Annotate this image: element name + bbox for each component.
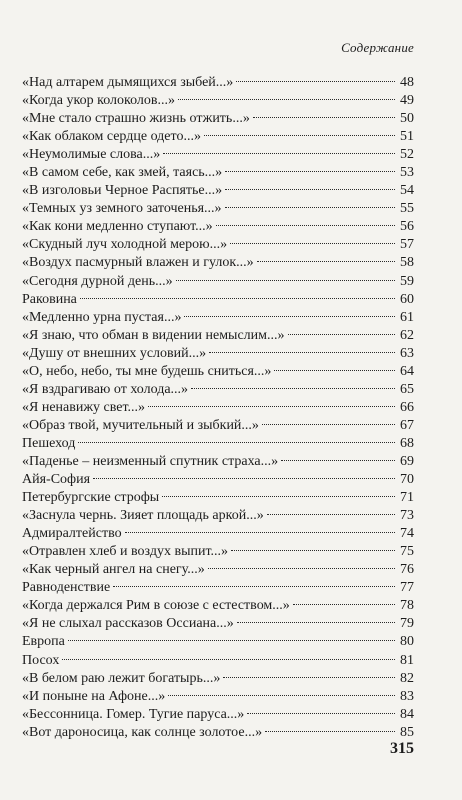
toc-entry-page: 57: [400, 237, 414, 253]
toc-entry-title: «Когда укор колоколов...»: [22, 93, 176, 109]
toc-entry: [22, 182, 414, 200]
toc-entry-title: «Когда держался Рим в союзе с естеством...»: [22, 598, 290, 614]
toc-entry: [22, 254, 414, 272]
toc-entry: [22, 128, 414, 146]
toc-entry: [22, 453, 414, 471]
toc-entry-title: «Как облаком сердце одето...»: [22, 129, 201, 145]
toc-entry-page: 71: [400, 490, 414, 506]
toc-entry-title: «Мне стало страшно жизнь отжить...»: [22, 111, 250, 127]
dot-leader: [162, 496, 395, 497]
toc-entry: [22, 652, 414, 670]
dot-leader: [281, 460, 395, 461]
toc-entry-title: «Вот дароносица, как солнце золотое...»: [22, 724, 263, 740]
dot-leader: [78, 442, 395, 443]
toc-entry: [22, 345, 414, 363]
dot-leader: [225, 207, 395, 208]
toc-entry-title: «Темных уз земного заточенья...»: [22, 201, 222, 217]
toc-entry-page: 54: [400, 183, 414, 199]
dot-leader: [62, 659, 395, 660]
dot-leader: [288, 334, 395, 335]
toc-entry-page: 78: [400, 598, 414, 614]
toc-entry: [22, 164, 414, 182]
toc-entry-page: 64: [400, 363, 414, 379]
toc-entry-page: 60: [400, 291, 414, 307]
toc-entry-title: «Сегодня дурной день...»: [22, 273, 173, 289]
toc-entry-page: 51: [400, 129, 414, 145]
dot-leader: [257, 261, 395, 262]
toc-entry-title: Пешеход: [22, 435, 76, 451]
toc-entry-title: «И поныне на Афоне...»: [22, 688, 166, 704]
toc-entry-page: 79: [400, 616, 414, 632]
toc-entry-title: «О, небо, небо, ты мне будешь сниться...»: [22, 363, 272, 379]
toc-entry-page: 53: [400, 165, 414, 181]
dot-leader: [253, 117, 395, 118]
toc-entry: [22, 110, 414, 128]
toc-entry-page: 50: [400, 111, 414, 127]
toc-entry-title: «Душу от внешних условий...»: [22, 345, 207, 361]
dot-leader: [209, 352, 395, 353]
toc-entry-page: 83: [400, 688, 414, 704]
toc-entry-page: 73: [400, 508, 414, 524]
toc-entry-page: 84: [400, 706, 414, 722]
dot-leader: [237, 622, 395, 623]
toc-entry-page: 80: [400, 634, 414, 650]
toc-entry-title: «Над алтарем дымящихся зыбей...»: [22, 75, 234, 90]
toc-entry-title: «Паденье – неизменный спутник страха...»: [22, 453, 279, 469]
dot-leader: [265, 731, 395, 732]
toc-entry-page: 55: [400, 201, 414, 217]
dot-leader: [247, 713, 395, 714]
table-of-contents: [22, 74, 414, 742]
toc-entry: [22, 471, 414, 489]
toc-entry: [22, 200, 414, 218]
dot-leader: [191, 388, 395, 389]
toc-entry-title: «Я ненавижу свет...»: [22, 399, 146, 415]
page-number: 315: [390, 740, 414, 757]
toc-entry-title: «Скудный луч холодной мерою...»: [22, 237, 228, 253]
toc-entry-title: «Я знаю, что обман в видении немыслим...»: [22, 327, 285, 343]
dot-leader: [148, 406, 395, 407]
toc-entry-page: 77: [400, 580, 414, 596]
toc-entry-page: 58: [400, 255, 414, 271]
dot-leader: [93, 478, 395, 479]
toc-entry-title: «Как кони медленно ступают...»: [22, 219, 213, 235]
toc-entry-page: 76: [400, 562, 414, 578]
toc-entry-title: «Медленно урна пустая...»: [22, 309, 182, 325]
toc-entry-title: «Бессонница. Гомер. Тугие паруса...»: [22, 706, 245, 722]
toc-entry: [22, 291, 414, 309]
toc-entry-title: «Отравлен хлеб и воздух выпит...»: [22, 544, 229, 560]
toc-entry: [22, 561, 414, 579]
dot-leader: [168, 695, 395, 696]
toc-entry: [22, 218, 414, 236]
toc-entry: [22, 417, 414, 435]
toc-entry-title: «Как черный ангел на снегу...»: [22, 562, 205, 578]
toc-entry-title: «Я вздрагиваю от холода...»: [22, 381, 189, 397]
toc-entry: [22, 327, 414, 345]
dot-leader: [176, 280, 395, 281]
toc-entry-page: 75: [400, 544, 414, 560]
toc-entry-title: «В белом раю лежит богатырь...»: [22, 670, 221, 686]
toc-entry: [22, 633, 414, 651]
toc-entry-page: 56: [400, 219, 414, 235]
toc-entry-title: «Заснула чернь. Зияет площадь аркой...»: [22, 508, 264, 524]
dot-leader: [80, 298, 395, 299]
dot-leader: [208, 568, 395, 569]
toc-entry: [22, 309, 414, 327]
toc-entry-title: Европа: [22, 634, 65, 650]
toc-entry-page: 85: [400, 724, 414, 740]
toc-entry-page: 65: [400, 381, 414, 397]
toc-entry: [22, 543, 414, 561]
dot-leader: [230, 243, 395, 244]
toc-entry-title: «Я не слыхал рассказов Оссиана...»: [22, 616, 234, 632]
dot-leader: [184, 316, 395, 317]
toc-entry: [22, 525, 414, 543]
toc-entry-page: 61: [400, 309, 414, 325]
toc-entry: [22, 146, 414, 164]
toc-entry-page: 63: [400, 345, 414, 361]
toc-entry: [22, 381, 414, 399]
toc-entry-page: 62: [400, 327, 414, 343]
dot-leader: [113, 586, 395, 587]
toc-entry-page: 52: [400, 147, 414, 163]
dot-leader: [231, 550, 395, 551]
toc-entry-title: Петербургские строфы: [22, 490, 160, 506]
toc-entry-page: 81: [400, 652, 414, 668]
toc-entry: [22, 399, 414, 417]
dot-leader: [236, 81, 395, 82]
toc-entry: [22, 435, 414, 453]
toc-entry-page: 59: [400, 273, 414, 289]
toc-entry: [22, 489, 414, 507]
dot-leader: [163, 153, 395, 154]
toc-entry-title: «Воздух пасмурный влажен и гулок...»: [22, 255, 254, 271]
toc-entry: [22, 363, 414, 381]
toc-entry-page: 82: [400, 670, 414, 686]
toc-entry: [22, 579, 414, 597]
dot-leader: [262, 424, 395, 425]
dot-leader: [225, 171, 395, 172]
toc-entry: [22, 706, 414, 724]
toc-entry-page: 67: [400, 417, 414, 433]
toc-entry: [22, 597, 414, 615]
toc-entry: [22, 92, 414, 110]
toc-entry-page: 69: [400, 453, 414, 469]
toc-entry-title: Айя-София: [22, 472, 91, 488]
toc-entry: [22, 507, 414, 525]
dot-leader: [293, 604, 395, 605]
toc-entry-title: Равноденствие: [22, 580, 111, 596]
dot-leader: [204, 135, 395, 136]
toc-entry-title: «В изголовьи Черное Распятье...»: [22, 183, 223, 199]
dot-leader: [274, 370, 395, 371]
toc-entry-page: 68: [400, 435, 414, 451]
toc-entry: [22, 670, 414, 688]
toc-entry: [22, 236, 414, 254]
toc-entry-title: Адмиралтейство: [22, 526, 122, 542]
toc-entry-page: 70: [400, 472, 414, 488]
toc-entry-title: «Неумолимые слова...»: [22, 147, 161, 163]
toc-entry: [22, 724, 414, 742]
toc-entry-title: Раковина: [22, 291, 77, 307]
toc-entry: [22, 688, 414, 706]
dot-leader: [267, 514, 395, 515]
toc-entry-title: «Образ твой, мучительный и зыбкий...»: [22, 417, 259, 433]
dot-leader: [225, 189, 395, 190]
toc-entry: [22, 74, 414, 92]
dot-leader: [125, 532, 395, 533]
dot-leader: [178, 99, 395, 100]
toc-entry: [22, 615, 414, 633]
running-head: Содержание: [341, 40, 414, 55]
toc-entry-page: 66: [400, 399, 414, 415]
toc-entry-title: «В самом себе, как змей, таясь...»: [22, 165, 223, 181]
dot-leader: [68, 640, 395, 641]
toc-entry-page: 74: [400, 526, 414, 542]
toc-entry: [22, 273, 414, 291]
toc-entry-page: 48: [400, 75, 414, 90]
toc-entry-page: 49: [400, 93, 414, 109]
dot-leader: [223, 677, 395, 678]
toc-entry-title: Посох: [22, 652, 60, 668]
dot-leader: [216, 225, 395, 226]
